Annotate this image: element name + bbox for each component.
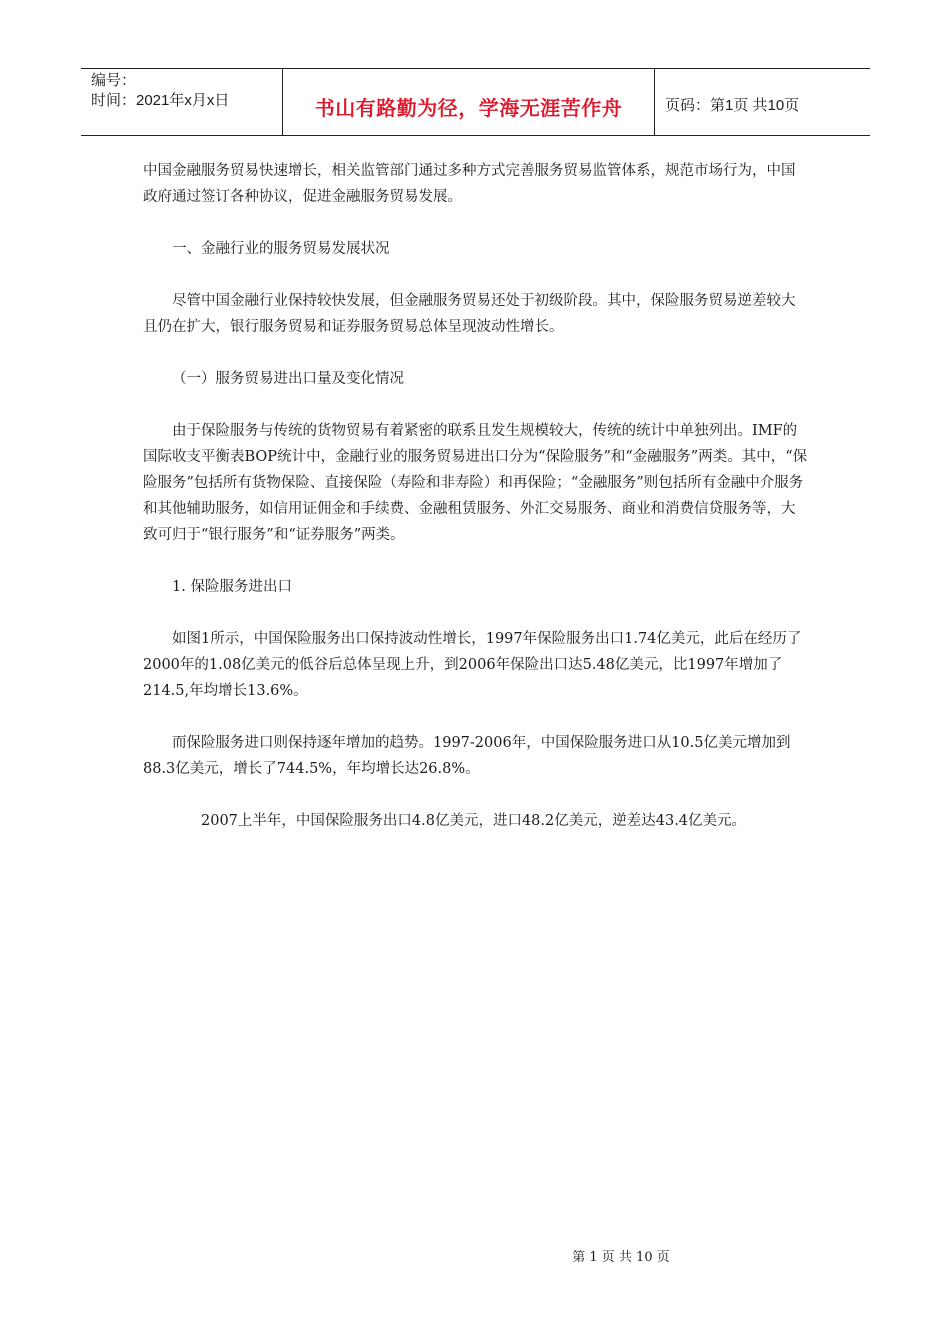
document-number-label: 编号： [91,72,137,89]
header-motto-cell [283,69,655,135]
body-paragraph-statistics: 由于保险服务与传统的货物贸易有着紧密的联系且发生规模较大，传统的统计中单独列出。IMF的国际收支平衡表BOP统计中，金融行业的服务贸易进出口分为“保险服务”和“金融服务”两类。其中，“保险服务”包括所有货物保险、直接保险（寿险和非寿险）和再保险；“金融服务”则包括所有金融中介服务和其他辅助服务，如信用证佣金和手续费、金融租赁服务、外汇交易服务、商业和消费信贷服务等，大致可归于“银行服务”和“证券服务”两类。 [143,423,808,543]
page-footer [0,1246,950,1265]
section-heading-1: 一、金融行业的服务贸易发展状况 [172,241,390,257]
document-time-label: 时间：2021年x月x日 [91,92,230,109]
header-motto: 书山有路勤为径，学海无涯苦作舟 [314,95,623,120]
document-body [143,158,808,860]
header-page-cell [655,69,870,135]
header-page-info: 页码：第1页 共10页 [665,96,800,114]
section-heading-1-1: （一）服务贸易进出口量及变化情况 [172,371,404,387]
body-paragraph-overview: 尽管中国金融行业保持较快发展，但金融服务贸易还处于初级阶段。其中，保险服务贸易逆差较大且仍在扩大，银行服务贸易和证券服务贸易总体呈现波动性增长。 [143,293,796,335]
body-paragraph-imports: 而保险服务进口则保持逐年增加的趋势。1997-2006年，中国保险服务进口从10.5亿美元增加到88.3亿美元，增长了744.5%，年均增长达26.8%。 [143,735,791,777]
footer-page-number: 第 1 页 共 10 页 [572,1250,670,1265]
section-heading-insurance: 1. 保险服务进出口 [172,579,292,595]
body-paragraph-intro: 中国金融服务贸易快速增长，相关监管部门通过多种方式完善服务贸易监管体系，规范市场行为，中国政府通过签订各种协议，促进金融服务贸易发展。 [143,163,796,205]
header-meta-cell [81,69,283,135]
body-paragraph-2007: 2007上半年，中国保险服务出口4.8亿美元，进口48.2亿美元，逆差达43.4亿美元。 [201,813,747,829]
body-paragraph-exports: 如图1所示，中国保险服务出口保持波动性增长，1997年保险服务出口1.74亿美元，此后在经历了2000年的1.08亿美元的低谷后总体呈现上升，到2006年保险出口达5.48亿美元，比1997年增加了214.5,年均增长13.6%。 [143,631,802,699]
page-header [81,68,870,136]
